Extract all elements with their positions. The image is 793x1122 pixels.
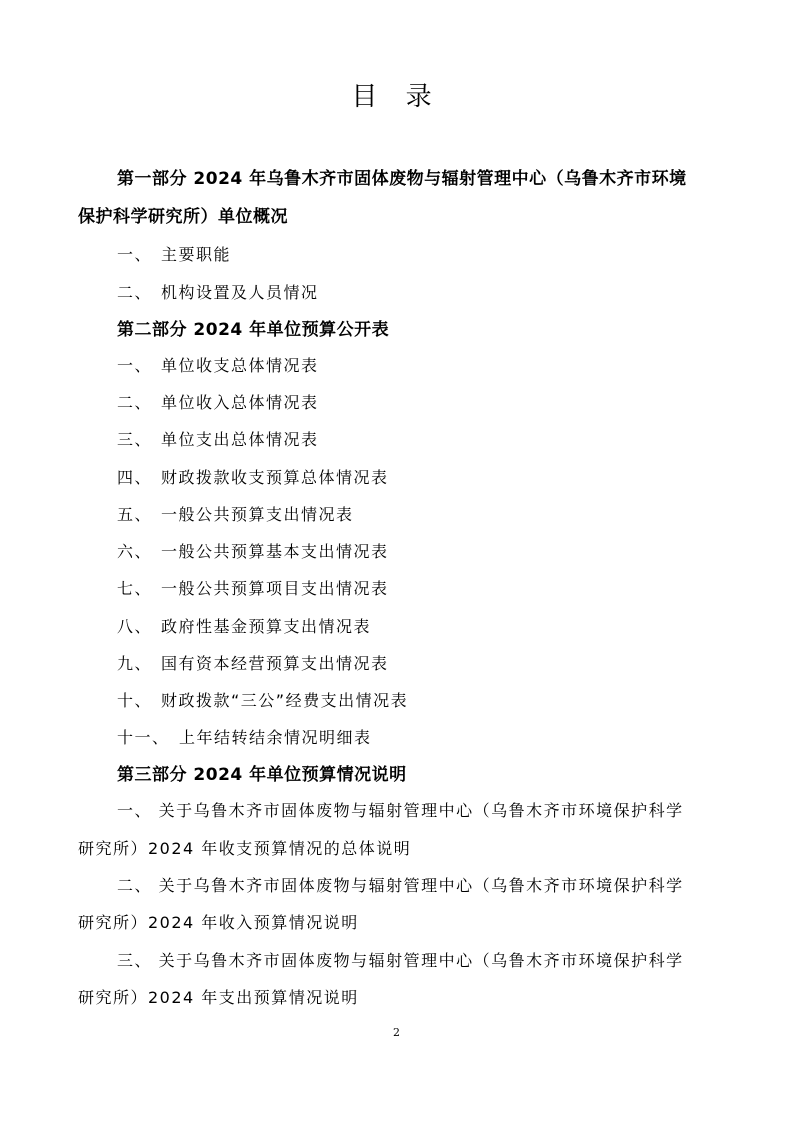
toc-item-text: 主要职能 <box>161 245 232 264</box>
toc-item-number: 六、 <box>117 542 153 561</box>
toc-item-number: 五、 <box>117 505 153 524</box>
toc-item <box>117 726 372 750</box>
toc-item-number: 四、 <box>117 468 153 487</box>
toc-item-number: 九、 <box>117 654 153 673</box>
toc-item-text: 单位支出总体情况表 <box>161 430 319 449</box>
toc-item <box>117 466 389 490</box>
toc-item-number: 七、 <box>117 579 153 598</box>
toc-item <box>117 577 389 601</box>
part1-heading-line2: 保护科学研究所）单位概况 <box>78 207 288 227</box>
toc-item-text: 单位收支总体情况表 <box>161 356 319 375</box>
toc-item <box>117 503 354 527</box>
toc-item-number: 二、 <box>117 283 153 302</box>
part1-heading-line1: 第一部分 2024 年乌鲁木齐市固体废物与辐射管理中心（乌鲁木齐市环境 <box>117 169 687 189</box>
part2-heading: 第二部分 2024 年单位预算公开表 <box>117 320 390 340</box>
toc-item-text: 一般公共预算支出情况表 <box>161 505 354 524</box>
toc-item-text: 一般公共预算基本支出情况表 <box>161 542 389 561</box>
toc-item-number: 一、 <box>117 245 153 264</box>
toc-item-line2: 研究所）2024 年收入预算情况说明 <box>78 913 359 932</box>
toc-item-text: 一般公共预算项目支出情况表 <box>161 579 389 598</box>
toc-item <box>117 428 319 452</box>
toc-item <box>117 540 389 564</box>
toc-item <box>117 689 408 713</box>
part3-heading: 第三部分 2024 年单位预算情况说明 <box>117 765 407 785</box>
toc-item <box>117 243 231 267</box>
toc-item <box>117 615 371 639</box>
toc-item-text: 财政拨款“三公”经费支出情况表 <box>161 691 409 710</box>
toc-item <box>117 354 319 378</box>
toc-item-text: 单位收入总体情况表 <box>161 393 319 412</box>
toc-item-text: 国有资本经营预算支出情况表 <box>161 654 389 673</box>
toc-item-number: 一、 <box>117 356 153 375</box>
toc-item-line1: 一、 关于乌鲁木齐市固体废物与辐射管理中心（乌鲁木齐市环境保护科学 <box>117 801 684 820</box>
toc-item-number: 十一、 <box>117 728 170 747</box>
page-title: 目 录 <box>351 82 442 112</box>
toc-item-line2: 研究所）2024 年收支预算情况的总体说明 <box>78 839 412 858</box>
toc-item-number: 三、 <box>117 430 153 449</box>
toc-item-line1: 三、 关于乌鲁木齐市固体废物与辐射管理中心（乌鲁木齐市环境保护科学 <box>117 951 684 970</box>
toc-item <box>117 281 319 305</box>
page-number: 2 <box>393 1026 400 1039</box>
toc-item-text: 上年结转结余情况明细表 <box>179 728 372 747</box>
toc-item-text: 财政拨款收支预算总体情况表 <box>161 468 389 487</box>
toc-item-number: 二、 <box>117 393 153 412</box>
toc-item-text: 政府性基金预算支出情况表 <box>161 617 372 636</box>
toc-item-number: 十、 <box>117 691 153 710</box>
toc-item <box>117 652 389 676</box>
toc-item <box>117 391 319 415</box>
toc-item-line1: 二、 关于乌鲁木齐市固体废物与辐射管理中心（乌鲁木齐市环境保护科学 <box>117 876 684 895</box>
toc-item-line2: 研究所）2024 年支出预算情况说明 <box>78 988 359 1007</box>
toc-item-text: 机构设置及人员情况 <box>161 283 319 302</box>
toc-item-number: 八、 <box>117 617 153 636</box>
